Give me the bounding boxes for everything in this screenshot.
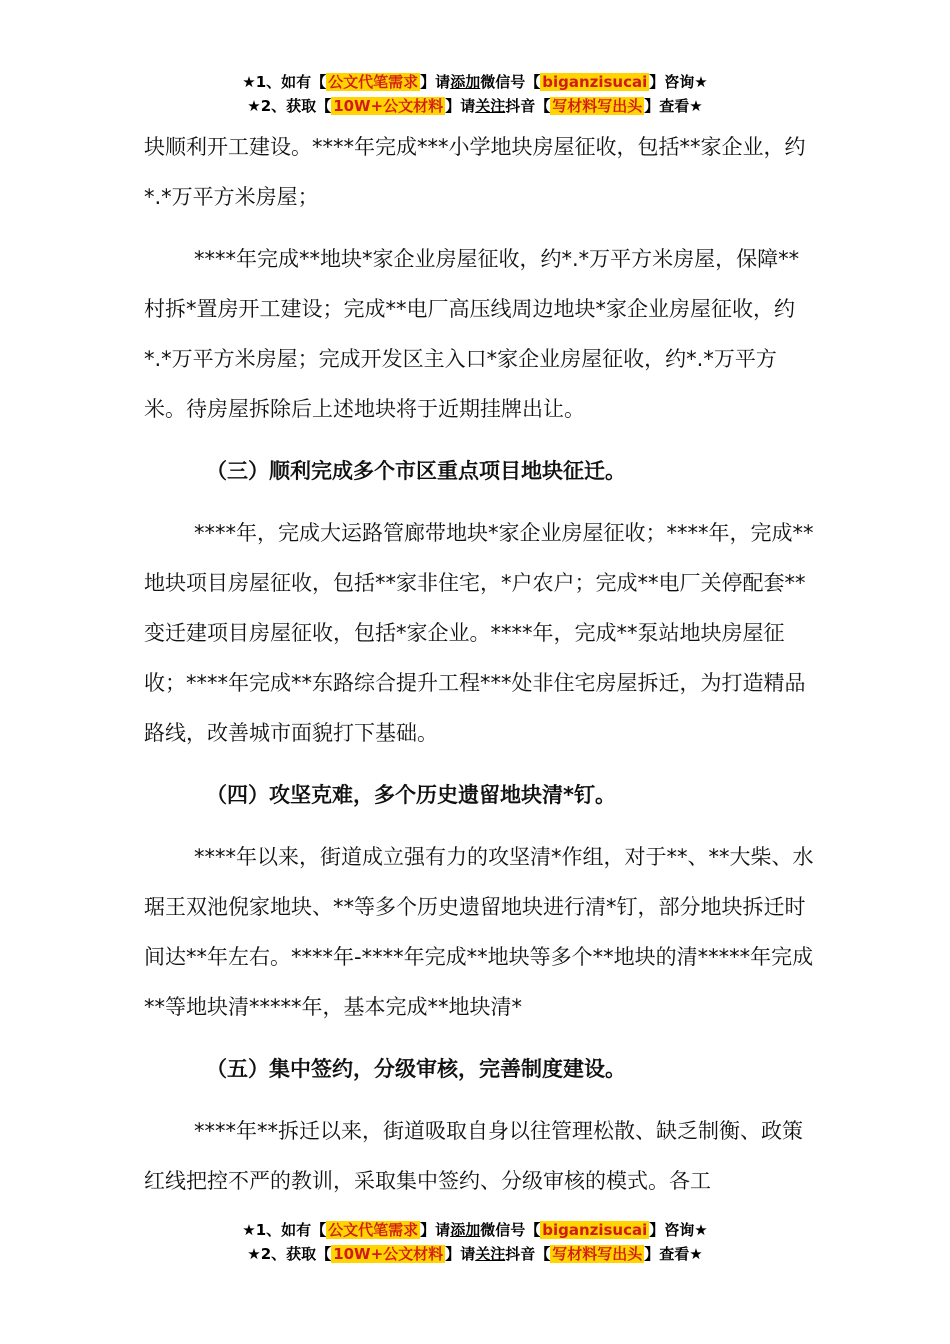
highlight-wechat-id: biganzisucai (542, 1221, 648, 1239)
highlight-materials: 10W+公文材料 (333, 1245, 444, 1263)
highlight-douyin-account: 写材料写出头 (552, 97, 643, 115)
banner-line-1: ★1、如有【 公文代笔需求 】请添加微信号【 biganzisucai 】咨询★ (242, 1221, 708, 1239)
paragraph-1: 块顺利开工建设。****年完成***小学地块房屋征收，包括**家企业，约*.*万平方米房屋； (144, 135, 806, 209)
section-heading-3: （三）顺利完成多个市区重点项目地块征迁。 (206, 459, 626, 483)
paragraph-3: ****年，完成大运路管廊带地块*家企业房屋征收；****年，完成**地块项目房屋征收，包括**家非住宅，*户农户；完成**电厂关停配套**变迁建项目房屋征收，包括*家企业。****年，完成**泵站地块房屋征收；****年完成**东路综合提升工程***处非住宅房屋拆迁，为打造精品路线，改善城市面貌打下基础。 (144, 521, 814, 745)
highlight-douyin-account: 写材料写出头 (552, 1245, 643, 1263)
paragraph-5: ****年**拆迁以来，街道吸取自身以往管理松散、缺乏制衡、政策红线把控不严的教训，采取集中签约、分级审核的模式。各工 (144, 1119, 803, 1193)
highlight-materials: 10W+公文材料 (333, 97, 444, 115)
footer-banner (0, 1218, 950, 1266)
banner-line-2: ★2、获取【 10W+公文材料 】请关注抖音【 写材料写出头 】查看★ (247, 1245, 703, 1263)
highlight-wechat-id: biganzisucai (542, 73, 648, 91)
highlight-service: 公文代笔需求 (328, 1221, 419, 1239)
highlight-service: 公文代笔需求 (328, 73, 419, 91)
document-body (144, 122, 814, 1218)
banner-line-1: ★1、如有【 公文代笔需求 】请添加微信号【 biganzisucai 】咨询★ (242, 73, 708, 91)
banner-line-2: ★2、获取【 10W+公文材料 】请关注抖音【 写材料写出头 】查看★ (247, 97, 703, 115)
section-heading-4: （四）攻坚克难，多个历史遗留地块清*钉。 (206, 783, 616, 807)
paragraph-2: ****年完成**地块*家企业房屋征收，约*.*万平方米房屋，保障**村拆*置房开工建设；完成**电厂高压线周边地块*家企业房屋征收，约*.*万平方米房屋；完成开发区主入口*家企业房屋征收，约*.*万平方米。待房屋拆除后上述地块将于近期挂牌出让。 (144, 247, 800, 421)
section-heading-5: （五）集中签约，分级审核，完善制度建设。 (206, 1057, 626, 1081)
paragraph-4: ****年以来，街道成立强有力的攻坚清*作组，对于**、**大柴、水琚王双池倪家地块、**等多个历史遗留地块进行清*钉，部分地块拆迁时间达**年左右。****年-****年完成**地块等多个**地块的清*****年完成**等地块清*****年，基本完成**地块清* (144, 845, 814, 1019)
header-banner (0, 70, 950, 118)
